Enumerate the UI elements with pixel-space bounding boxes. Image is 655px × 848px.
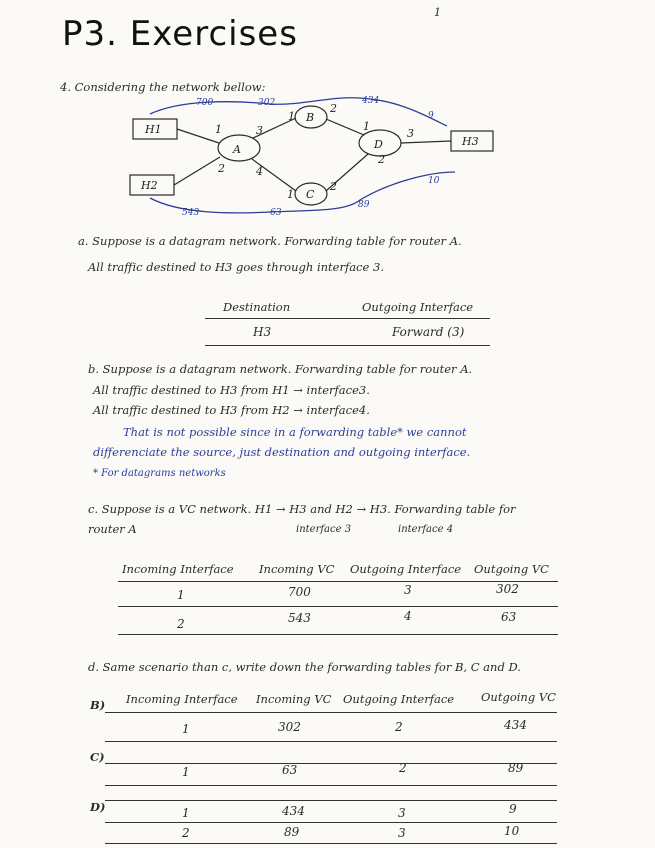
part-a-header-destination: Destination bbox=[223, 300, 291, 314]
host-h2-label: H2 bbox=[141, 179, 158, 192]
iface-b1: 1 bbox=[288, 110, 295, 123]
vc-label-89: 89 bbox=[358, 200, 370, 210]
table-d-row1-out-if: 3 bbox=[398, 806, 406, 820]
part-c-line2: router A bbox=[88, 522, 137, 536]
question-4-intro: 4. Considering the network bellow: bbox=[60, 80, 266, 94]
router-a-label: A bbox=[233, 143, 241, 156]
router-b-label: B bbox=[306, 111, 315, 124]
iface-a2: 2 bbox=[218, 162, 225, 175]
part-c-row1-out-vc: 302 bbox=[496, 582, 519, 596]
part-c-note-interface3: interface 3 bbox=[296, 524, 352, 535]
part-c-header-rule bbox=[118, 581, 558, 582]
part-a-row-rule bbox=[205, 345, 490, 346]
part-a-cell-interface: Forward (3) bbox=[392, 325, 465, 339]
table-d-row2-in-vc: 89 bbox=[284, 825, 300, 839]
part-a-line2: All traffic destined to H3 goes through interface 3. bbox=[88, 260, 384, 274]
iface-a4: 4 bbox=[256, 165, 263, 178]
table-c-header-rule bbox=[105, 763, 557, 764]
vc-label-543: 543 bbox=[182, 208, 200, 218]
part-b-line3: All traffic destined to H3 from H2 → interface4. bbox=[93, 403, 370, 417]
page-mark: 1 bbox=[434, 6, 441, 19]
iface-d3: 3 bbox=[407, 127, 414, 140]
table-b-row-rule bbox=[105, 741, 557, 742]
part-b-answer-line1: That is not possible since in a forwarding table* we cannot bbox=[123, 425, 467, 439]
part-c-row2-out-vc: 63 bbox=[501, 610, 517, 624]
iface-c1: 1 bbox=[287, 188, 294, 201]
part-c-row1-out-if: 3 bbox=[404, 583, 412, 597]
part-c-row1-in-vc: 700 bbox=[288, 585, 311, 599]
router-c-label: C bbox=[306, 188, 315, 201]
vc-label-9: 9 bbox=[428, 111, 434, 121]
table-d-header-rule bbox=[105, 800, 557, 801]
part-d-header-incoming-interface: Incoming Interface bbox=[126, 692, 238, 706]
part-a-header-outgoing: Outgoing Interface bbox=[362, 300, 474, 314]
part-b-line1: b. Suppose is a datagram network. Forwarding table for router A. bbox=[88, 362, 473, 376]
vc-label-302: 302 bbox=[258, 98, 276, 108]
table-d-label: D) bbox=[90, 800, 106, 814]
part-b-footnote: * For datagrams networks bbox=[93, 468, 226, 479]
link-d-h3 bbox=[401, 141, 451, 143]
part-c-row2-in-vc: 543 bbox=[288, 611, 311, 625]
table-c-row1-in-if: 1 bbox=[182, 765, 190, 779]
part-c-row1-in-if: 1 bbox=[177, 588, 185, 602]
part-d-header-outgoing-vc: Outgoing VC bbox=[481, 690, 556, 704]
table-d-row1-out-vc: 9 bbox=[509, 802, 517, 816]
table-b-label: B) bbox=[90, 698, 106, 712]
part-a-cell-destination: H3 bbox=[253, 325, 272, 339]
table-c-row-rule bbox=[105, 785, 557, 786]
part-c-line1: c. Suppose is a VC network. H1 → H3 and H2 → H3. Forwarding table for bbox=[88, 502, 516, 516]
page-title: P3. Exercises bbox=[62, 14, 298, 54]
host-h1-label: H1 bbox=[145, 123, 162, 136]
table-d-row1-in-if: 1 bbox=[182, 806, 190, 820]
table-b-row1-in-if: 1 bbox=[182, 722, 190, 736]
part-c-row1-rule bbox=[118, 606, 558, 607]
table-d-row2-rule bbox=[105, 843, 557, 844]
part-c-row2-rule bbox=[118, 634, 558, 635]
router-d-label: D bbox=[374, 138, 383, 151]
part-c-row2-out-if: 4 bbox=[404, 609, 412, 623]
vc-path-h2 bbox=[150, 172, 455, 213]
iface-d2: 2 bbox=[378, 153, 385, 166]
part-b-answer-line2: differenciate the source, just destination and outgoing interface. bbox=[93, 445, 471, 459]
part-d-header-outgoing-interface: Outgoing Interface bbox=[343, 692, 455, 706]
vc-label-63: 63 bbox=[270, 208, 282, 218]
iface-a3: 3 bbox=[256, 124, 263, 137]
part-a-line1: a. Suppose is a datagram network. Forwarding table for router A. bbox=[78, 234, 462, 248]
table-d-row2-out-vc: 10 bbox=[504, 824, 520, 838]
part-c-header-incoming-interface: Incoming Interface bbox=[122, 562, 234, 576]
vc-label-10: 10 bbox=[428, 176, 440, 186]
vc-path-h1 bbox=[150, 98, 447, 126]
table-b-row1-in-vc: 302 bbox=[278, 720, 301, 734]
part-c-row2-in-if: 2 bbox=[177, 617, 185, 631]
table-b-row1-out-vc: 434 bbox=[504, 718, 527, 732]
part-c-header-outgoing-vc: Outgoing VC bbox=[474, 562, 549, 576]
part-a-header-rule bbox=[205, 318, 490, 319]
iface-a1: 1 bbox=[215, 123, 222, 136]
part-b-line2: All traffic destined to H3 from H1 → interface3. bbox=[93, 383, 370, 397]
table-d-row2-out-if: 3 bbox=[398, 826, 406, 840]
part-c-header-outgoing-interface: Outgoing Interface bbox=[350, 562, 462, 576]
table-b-header-rule bbox=[105, 712, 557, 713]
part-d-header-incoming-vc: Incoming VC bbox=[256, 692, 332, 706]
part-c-note-interface4: interface 4 bbox=[398, 524, 454, 535]
table-c-row1-out-if: 2 bbox=[399, 761, 407, 775]
iface-c2: 2 bbox=[330, 180, 337, 193]
part-c-header-incoming-vc: Incoming VC bbox=[259, 562, 335, 576]
table-d-row1-in-vc: 434 bbox=[282, 804, 305, 818]
table-d-row1-rule bbox=[105, 822, 557, 823]
table-c-row1-out-vc: 89 bbox=[508, 761, 524, 775]
host-h3-label: H3 bbox=[462, 135, 479, 148]
table-c-row1-in-vc: 63 bbox=[282, 763, 298, 777]
table-b-row1-out-if: 2 bbox=[395, 720, 403, 734]
iface-d1: 1 bbox=[363, 120, 370, 133]
vc-label-434: 434 bbox=[362, 96, 380, 106]
iface-b2: 2 bbox=[330, 102, 337, 115]
link-h2-a bbox=[174, 157, 220, 185]
table-d-row2-in-if: 2 bbox=[182, 826, 190, 840]
table-c-label: C) bbox=[90, 750, 105, 764]
link-b-d bbox=[326, 119, 364, 135]
link-h1-a bbox=[177, 129, 219, 143]
vc-label-700: 700 bbox=[196, 98, 214, 108]
part-d-line1: d. Same scenario than c, write down the forwarding tables for B, C and D. bbox=[88, 660, 521, 674]
